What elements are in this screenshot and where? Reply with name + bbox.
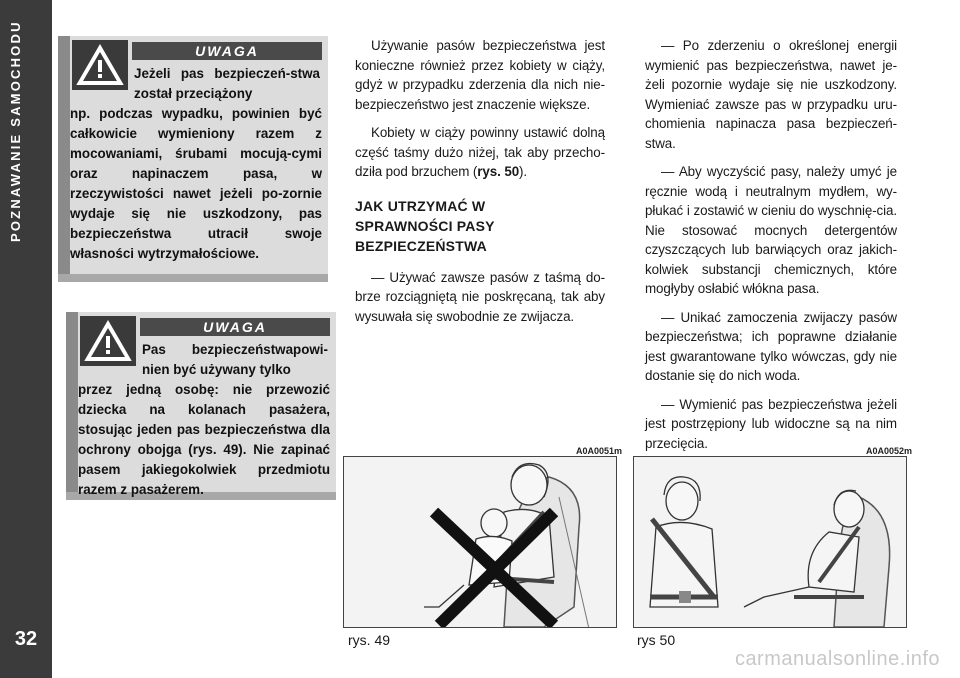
warning-text-lead: Pas bezpieczeństwapowi-nien być używany tylko	[142, 342, 328, 377]
paragraph: — Aby wyczyścić pasy, należy umyć je ręcznie wodą i neutralnym mydłem, wy-płukać i zostawić w cieniu do wyschnię-cia. Nie stosować mocnych detergentów czyszczących lub barwiących oraz jakich-kolwiek substancji chemicznych, które mogłyby osłabić włókna pasa.	[645, 164, 897, 296]
figure-reference: rys. 50	[477, 164, 520, 179]
warning-text-lead: Jeżeli pas bezpieczeń-stwa został przeciążony	[134, 66, 320, 101]
figure-code: A0A0052m	[866, 446, 913, 456]
warning-box-2	[66, 312, 336, 500]
paragraph: Kobiety w ciąży powinny ustawić dolną część taśmy dużo niżej, tak aby przecho-dziła pod brzuchem (rys. 50).	[355, 125, 605, 179]
warning-triangle-icon	[72, 40, 128, 90]
warning-label: UWAGA	[132, 42, 322, 60]
warning-label: UWAGA	[140, 318, 330, 336]
paragraph: — Po zderzeniu o określonej energii wymienić pas bezpieczeństwa, nawet je-żeli pozornie wydaje się nie uszkodzony. Wymieniać zawsze pas w przypadku uru-chomienia napinacza pasa bezpieczeń-stwa.	[645, 38, 897, 151]
warning-box-1	[58, 36, 328, 282]
paragraph: Używanie pasów bezpieczeństwa jest konieczne również przez kobiety w ciąży, gdyż w przypadku zderzenia dla nich nie-bezpieczeństwo jest znaczenie większe.	[355, 38, 605, 112]
figure-49	[343, 456, 617, 628]
paragraph: — Unikać zamoczenia zwijaczy pasów bezpieczeństwa; ich poprawne działanie jest gwarantowane tylko wówczas, gdy nie dostanie się do nich woda.	[645, 309, 897, 383]
warning-text-body: przez jedną osobę: nie przewozić dziecka na kolanach pasażera, stosując jeden pas bezpieczeństwa dla ochrony obojga (rys. 49). Nie zapinać pasem jakiegokolwiek przedmiotu razem z pasażerem.	[78, 382, 330, 497]
figure-code: A0A0051m	[576, 446, 623, 456]
section-title: POZNAWANIE SAMOCHODU	[8, 20, 23, 242]
warning-text-body: np. podczas wypadku, powinien być całkowicie wymieniony razem z mocowaniami, śrubami mocują-cymi oraz napinaczem pasa, w rzeczywistości nawet jeżeli po-zornie wydaje się nie uszkodzony, pas bezpieczeństwa utracił swoje własności wytrzymałościowe.	[70, 106, 322, 261]
page-number: 32	[14, 628, 38, 650]
figure-50	[633, 456, 907, 628]
section-heading: JAK UTRZYMAĆ W SPRAWNOŚCI PASY BEZPIECZEŃSTWA	[355, 197, 495, 254]
illustration-pregnant-belt-position	[634, 457, 907, 628]
figure-caption: rys. 49	[348, 632, 391, 648]
sidebar	[0, 0, 52, 678]
illustration-passenger-with-child	[344, 457, 617, 628]
warning-triangle-icon	[80, 316, 136, 366]
watermark: carmanualsonline.info	[734, 648, 940, 670]
column-right	[645, 36, 897, 462]
column-middle	[355, 36, 605, 335]
paragraph: — Używać zawsze pasów z taśmą do-brze rozciągniętą nie poskręcaną, tak aby wysuwała się swobodnie ze zwijacza.	[355, 269, 605, 324]
paragraph: — Wymienić pas bezpieczeństwa jeżeli jest postrzępiony lub widoczne są na nim przecięcia.	[645, 396, 897, 451]
figure-caption: rys 50	[637, 632, 676, 648]
